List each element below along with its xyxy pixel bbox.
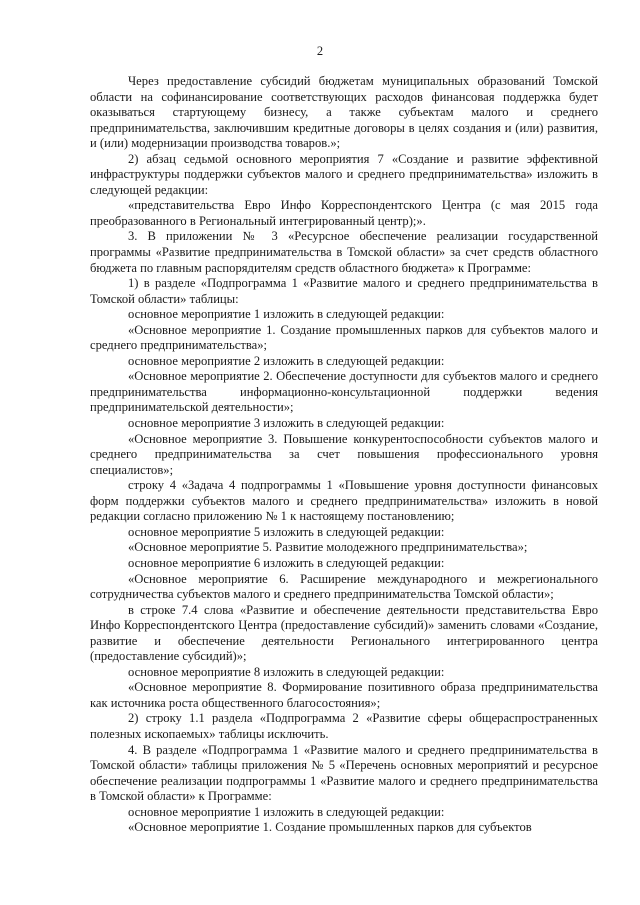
paragraph: основное мероприятие 8 изложить в следующей редакции:	[128, 664, 445, 679]
paragraph: Через предоставление субсидий бюджетам муниципальных образований Томской области на софинансирование соответствующих расходов финансовая поддержка будет оказываться стартующему бизнесу, а также субъектам малого и среднего предпринимательства, заключившим кредитные договоры в целях создания и (или) развития, и (или) модернизации производства товаров.»;	[90, 74, 598, 151]
page-number: 2	[316, 44, 324, 58]
paragraph: 1) в разделе «Подпрограмма 1 «Развитие малого и среднего предпринимательства в Томской области» таблицы:	[90, 276, 598, 306]
paragraph: строку 4 «Задача 4 подпрограммы 1 «Повышение уровня доступности финансовых форм поддержки субъектов малого и среднего предпринимательства» изложить в новой редакции согласно приложению № 1 к настоящему постановлению;	[90, 478, 598, 524]
paragraph: основное мероприятие 3 изложить в следующей редакции:	[128, 416, 445, 431]
paragraph: «Основное мероприятие 1. Создание промышленных парков для субъектов малого и среднего предпринимательства»;	[90, 322, 598, 353]
paragraph: основное мероприятие 2 изложить в следующей редакции:	[128, 353, 445, 368]
paragraph: 4. В разделе «Подпрограмма 1 «Развитие малого и среднего предпринимательства в Томской области» таблицы приложения № 5 «Перечень основных мероприятий и ресурсное обеспечение реализации подпрограммы 1 «Развитие малого и среднего предпринимательства в Томской области» к Программе:	[90, 742, 598, 804]
paragraph: в строке 7.4 слова «Развитие и обеспечение деятельности представительства Евро Инфо Корреспондентского Центра (предоставление субсидий)» заменить словами «Создание, развитие и обеспечение деятельности Регионального интегрированного центра (предоставление субсидий)»;	[90, 602, 598, 664]
paragraph: «Основное мероприятие 8. Формирование позитивного образа предпринимательства как источника роста общественного благосостояния»;	[90, 680, 598, 710]
paragraph: «Основное мероприятие 1. Создание промышленных парков для субъектов	[128, 820, 532, 835]
paragraph: «Основное мероприятие 2. Обеспечение доступности для субъектов малого и среднего предпринимательства информационно-консультационной поддержки ведения предпринимательской деятельности»;	[90, 369, 598, 415]
paragraph: «Основное мероприятие 3. Повышение конкурентоспособности субъектов малого и среднего предпринимательства за счет повышения профессионального уровня специалистов»;	[90, 431, 598, 477]
paragraph: «Основное мероприятие 6. Расширение международного и межрегионального сотрудничества субъектов малого и среднего предпринимательства Томской области»;	[90, 571, 598, 602]
paragraph: основное мероприятие 1 изложить в следующей редакции:	[128, 804, 445, 819]
paragraph: «Основное мероприятие 5. Развитие молодежного предпринимательства»;	[128, 540, 528, 555]
paragraph: основное мероприятие 5 изложить в следующей редакции:	[128, 524, 445, 539]
paragraph: 2) абзац седьмой основного мероприятия 7 «Создание и развитие эффективной инфраструктуры поддержки субъектов малого и среднего предпринимательства» изложить в следующей редакции:	[90, 151, 598, 197]
paragraph: «представительства Евро Инфо Корреспондентского Центра (с мая 2015 года преобразованного в Региональный интегрированный центр);».	[90, 198, 598, 228]
paragraph: 3. В приложении № 3 «Ресурсное обеспечение реализации государственной программы «Развитие предпринимательства в Томской области» за счет средств областного бюджета по главным распорядителям средств областного бюджета» к Программе:	[90, 229, 598, 275]
paragraph: основное мероприятие 6 изложить в следующей редакции:	[128, 555, 445, 570]
document-body	[90, 74, 598, 836]
paragraph: основное мероприятие 1 изложить в следующей редакции:	[128, 307, 445, 322]
paragraph: 2) строку 1.1 раздела «Подпрограмма 2 «Развитие сферы общераспространенных полезных ископаемых» таблицы исключить.	[90, 711, 598, 741]
